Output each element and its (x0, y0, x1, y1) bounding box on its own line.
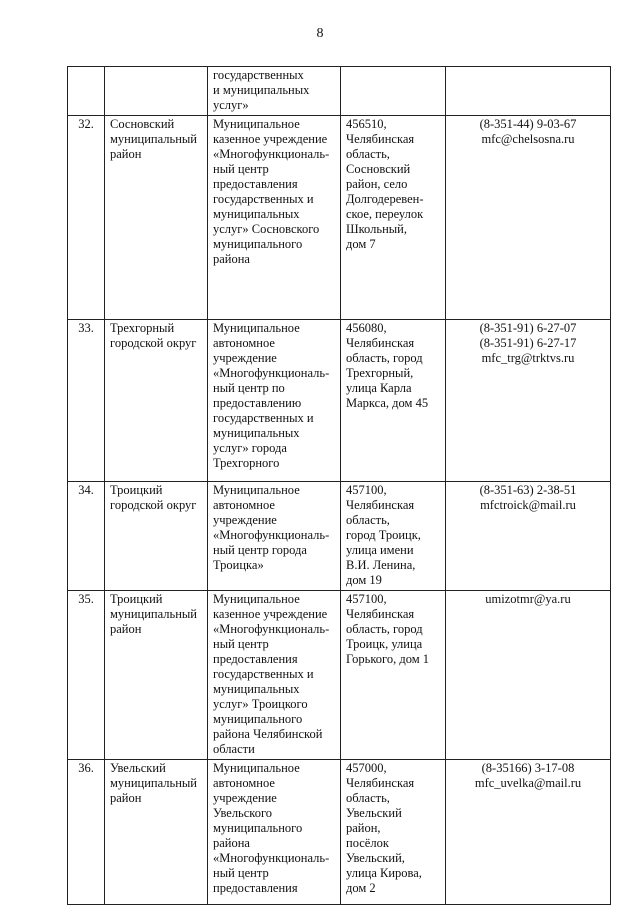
table-row (68, 760, 611, 905)
organization-cell: Муниципальное автономное учреждение Увельского муниципального района «Многофункциональ- ный центр предоставления (208, 760, 341, 905)
row-number: 36. (68, 760, 105, 905)
page-number: 8 (316, 26, 324, 41)
address-cell: 457100, Челябинская область, город Троицк, улица имени В.И. Ленина, дом 19 (341, 482, 446, 591)
organization-cell: Муниципальное автономное учреждение «Многофункциональ- ный центр города Троицка» (208, 482, 341, 591)
table-row (68, 320, 611, 482)
address-cell: 457000, Челябинская область, Увельский район, посёлок Увельский, улица Кирова, дом 2 (341, 760, 446, 905)
address-cell: 456510, Челябинская область, Сосновский район, село Долгодеревен- ское, переулок Школьный, дом 7 (341, 116, 446, 320)
contacts-cell: (8-351-91) 6-27-07 (8-351-91) 6-27-17 mfc_trg@trktvs.ru (446, 320, 611, 482)
address-cell: 456080, Челябинская область, город Трехгорный, улица Карла Маркса, дом 45 (341, 320, 446, 482)
district-cell: Трехгорный городской округ (105, 320, 208, 482)
address-cell (341, 67, 446, 116)
mfc-table (67, 66, 611, 905)
contacts-cell: (8-351-63) 2-38-51 mfctroick@mail.ru (446, 482, 611, 591)
contacts-cell: (8-35166) 3-17-08 mfc_uvelka@mail.ru (446, 760, 611, 905)
contacts-cell: (8-351-44) 9-03-67 mfc@chelsosna.ru (446, 116, 611, 320)
table-row (68, 67, 611, 116)
district-cell: Увельский муниципальный район (105, 760, 208, 905)
organization-cell: Муниципальное казенное учреждение «Многофункциональ- ный центр предоставления государственных и муниципальных услуг» Троицкого муниципального района Челябинской области (208, 591, 341, 760)
organization-cell: Муниципальное казенное учреждение «Многофункциональ- ный центр предоставления государственных и муниципальных услуг» Сосновского муниципального района (208, 116, 341, 320)
organization-cell: государственных и муниципальных услуг» (208, 67, 341, 116)
district-cell: Троицкий городской округ (105, 482, 208, 591)
table-row (68, 482, 611, 591)
address-cell: 457100, Челябинская область, город Троицк, улица Горького, дом 1 (341, 591, 446, 760)
row-number: 34. (68, 482, 105, 591)
district-cell: Троицкий муниципальный район (105, 591, 208, 760)
row-number: 33. (68, 320, 105, 482)
contacts-cell (446, 67, 611, 116)
table-row (68, 116, 611, 320)
district-cell: Сосновский муниципальный район (105, 116, 208, 320)
contacts-cell: umizotmr@ya.ru (446, 591, 611, 760)
table-row (68, 591, 611, 760)
row-number: 32. (68, 116, 105, 320)
organization-cell: Муниципальное автономное учреждение «Многофункциональ- ный центр по предоставлению государственных и муниципальных услуг» города Трехгорного (208, 320, 341, 482)
district-cell (105, 67, 208, 116)
row-number (68, 67, 105, 116)
row-number: 35. (68, 591, 105, 760)
